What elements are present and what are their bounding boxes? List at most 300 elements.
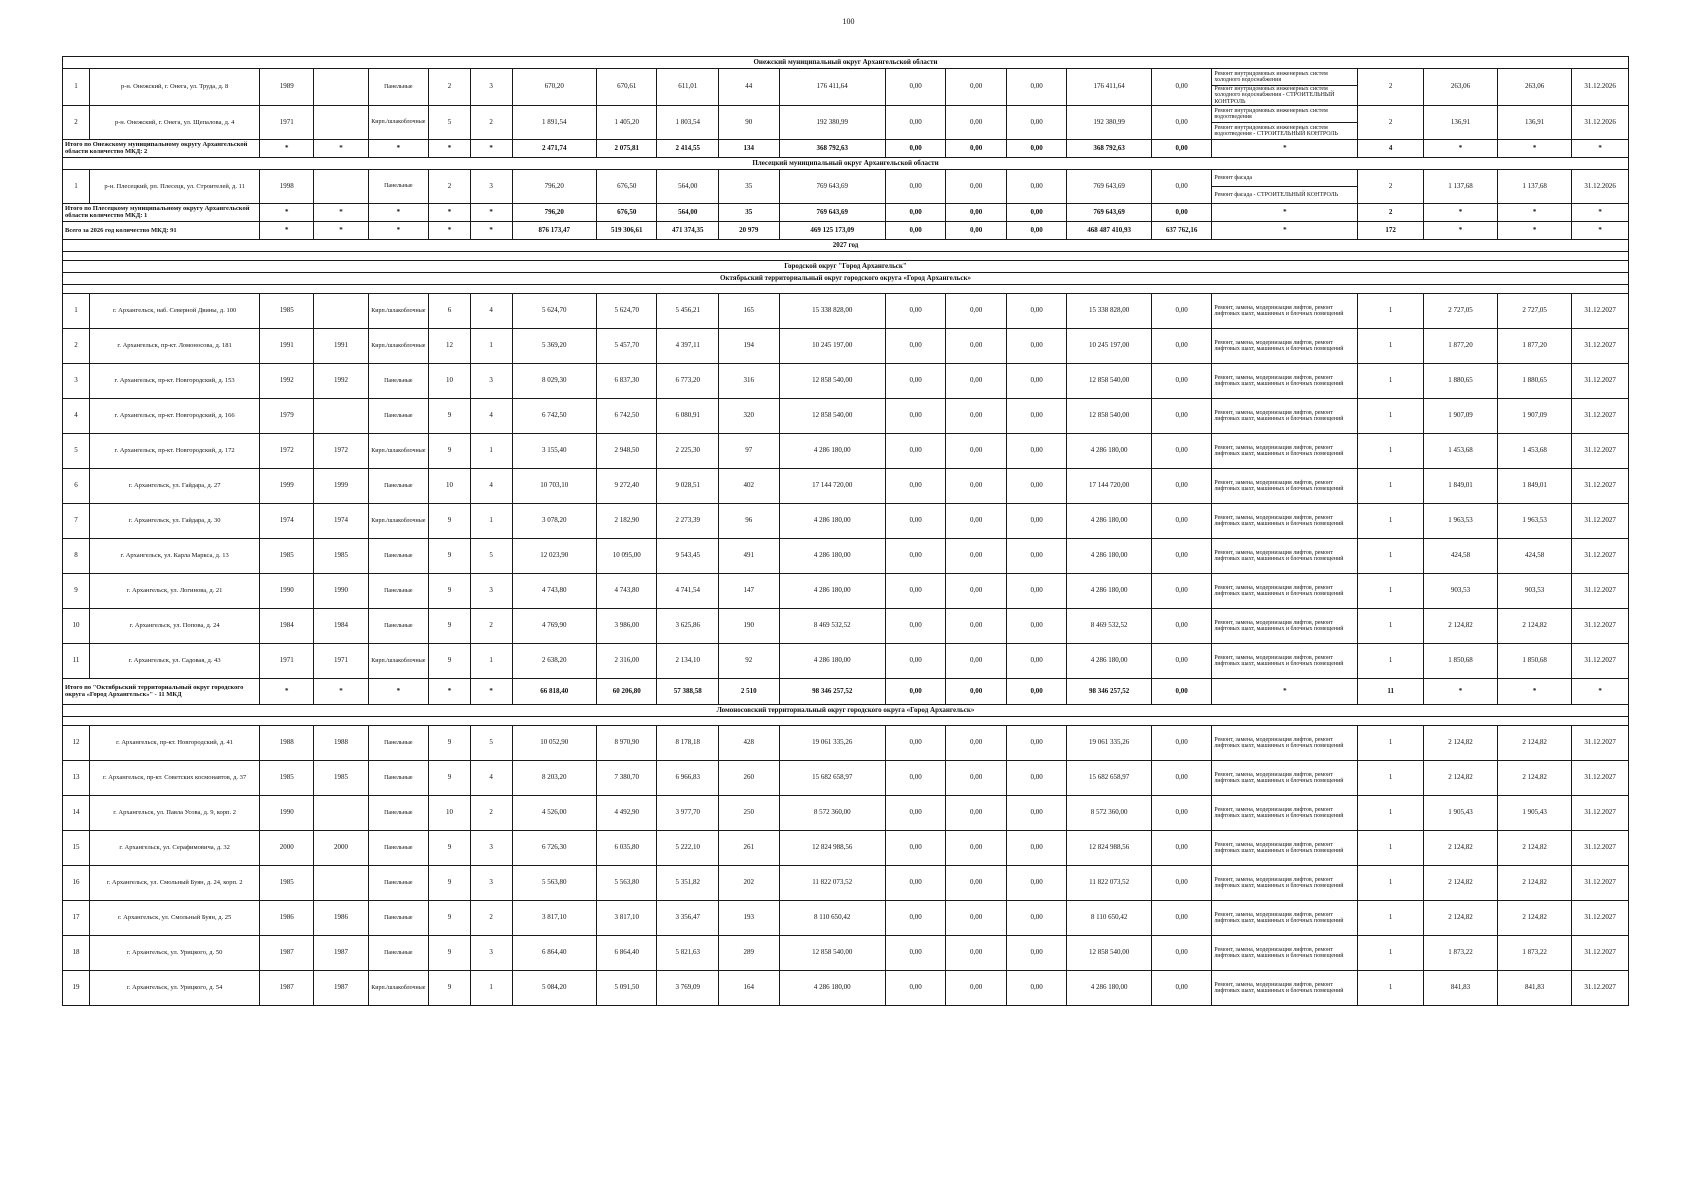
table-row [63, 538, 1629, 573]
total-value-cell: * [1424, 203, 1498, 221]
table-row [63, 433, 1629, 468]
deadline-cell: 31.12.2027 [1572, 538, 1629, 573]
total-value-cell: * [470, 203, 512, 221]
unit-count-cell: 1 [1358, 970, 1424, 1005]
residents-cell: 320 [719, 398, 779, 433]
work-type-cell: Ремонт, замена, модернизация лифтов, ремонт лифтовых шахт, машинных и блочных помещений [1212, 970, 1358, 1005]
max-price-cell: 2 124,82 [1498, 608, 1572, 643]
build-year-cell: 1971 [260, 643, 314, 678]
residential-area-cell: 5 456,21 [657, 293, 719, 328]
reconstruction-year-cell: 1992 [314, 363, 368, 398]
other-funds-cell: 0,00 [1151, 900, 1211, 935]
row-number-cell: 12 [63, 725, 90, 760]
residents-cell: 35 [719, 169, 779, 203]
address-cell: г. Архангельск, пр-кт. Новгородский, д. 172 [90, 433, 260, 468]
wall-type-cell: Панельные [368, 608, 428, 643]
fund-cell: 0,00 [946, 970, 1006, 1005]
work-type-cell: Ремонт, замена, модернизация лифтов, ремонт лифтовых шахт, машинных и блочных помещений [1212, 830, 1358, 865]
fund-cell: 0,00 [1006, 69, 1066, 106]
unit-count-cell: 1 [1358, 760, 1424, 795]
work-type-cell: Ремонт, замена, модернизация лифтов, ремонт лифтовых шахт, машинных и блочных помещений [1212, 503, 1358, 538]
row-number-cell: 19 [63, 970, 90, 1005]
premises-area-cell: 6 742,50 [597, 398, 657, 433]
other-funds-cell: 0,00 [1151, 293, 1211, 328]
fund-cell: 0,00 [885, 573, 945, 608]
work-type-control-cell: Ремонт внутридомовых инженерных систем холодного водоснабжения - СТРОИТЕЛЬНЫЙ КОНТРОЛЬ [1212, 86, 1358, 106]
reconstruction-year-cell [314, 293, 368, 328]
wall-type-cell: Панельные [368, 760, 428, 795]
unit-price-cell: 903,53 [1424, 573, 1498, 608]
total-value-cell: 98 346 257,52 [1067, 678, 1151, 704]
fund-cell: 0,00 [885, 970, 945, 1005]
deadline-cell: 31.12.2027 [1572, 643, 1629, 678]
reconstruction-year-cell: 1990 [314, 573, 368, 608]
fund-cell: 0,00 [1006, 398, 1066, 433]
total-value-cell: 468 487 410,93 [1067, 221, 1151, 239]
unit-price-cell: 1 873,22 [1424, 935, 1498, 970]
build-year-cell: 1985 [260, 538, 314, 573]
residential-area-cell: 6 966,83 [657, 760, 719, 795]
entrances-cell: 2 [470, 900, 512, 935]
owners-funds-cell: 11 822 073,52 [1067, 865, 1151, 900]
total-value-cell: * [1212, 203, 1358, 221]
residential-area-cell: 2 273,39 [657, 503, 719, 538]
total-cost-cell: 8 572 360,00 [779, 795, 885, 830]
residents-cell: 44 [719, 69, 779, 106]
floors-cell: 9 [429, 573, 471, 608]
entrances-cell: 4 [470, 468, 512, 503]
total-value-cell: 0,00 [1151, 139, 1211, 157]
blank-row [63, 716, 1629, 725]
total-value-cell: * [1498, 139, 1572, 157]
work-type-cell: Ремонт, замена, модернизация лифтов, ремонт лифтовых шахт, машинных и блочных помещений [1212, 900, 1358, 935]
fund-cell: 0,00 [885, 608, 945, 643]
floors-cell: 10 [429, 468, 471, 503]
owners-funds-cell: 12 824 988,56 [1067, 830, 1151, 865]
max-price-cell: 2 124,82 [1498, 900, 1572, 935]
residents-cell: 250 [719, 795, 779, 830]
unit-count-cell: 1 [1358, 538, 1424, 573]
owners-funds-cell: 10 245 197,00 [1067, 328, 1151, 363]
build-year-cell: 1998 [260, 169, 314, 203]
total-value-cell: 66 818,40 [512, 678, 596, 704]
fund-cell: 0,00 [1006, 363, 1066, 398]
section-title: Плесецкий муниципальный округ Архангельской области [63, 157, 1629, 169]
residents-cell: 260 [719, 760, 779, 795]
other-funds-cell: 0,00 [1151, 643, 1211, 678]
max-price-cell: 2 124,82 [1498, 760, 1572, 795]
row-number-cell: 1 [63, 293, 90, 328]
total-value-cell: 0,00 [946, 678, 1006, 704]
work-type-cell: Ремонт, замена, модернизация лифтов, ремонт лифтовых шахт, машинных и блочных помещений [1212, 433, 1358, 468]
unit-price-cell: 2 727,05 [1424, 293, 1498, 328]
premises-area-cell: 5 457,70 [597, 328, 657, 363]
deadline-cell: 31.12.2027 [1572, 795, 1629, 830]
premises-area-cell: 3 986,00 [597, 608, 657, 643]
other-funds-cell: 0,00 [1151, 69, 1211, 106]
row-number-cell: 2 [63, 328, 90, 363]
floors-cell: 10 [429, 363, 471, 398]
total-area-cell: 4 526,00 [512, 795, 596, 830]
total-value-cell: * [314, 221, 368, 239]
section-header-row [63, 57, 1629, 69]
unit-price-cell: 1 850,68 [1424, 643, 1498, 678]
work-type-cell: Ремонт, замена, модернизация лифтов, ремонт лифтовых шахт, машинных и блочных помещений [1212, 865, 1358, 900]
fund-cell: 0,00 [885, 169, 945, 203]
table-row [63, 935, 1629, 970]
total-area-cell: 12 023,90 [512, 538, 596, 573]
build-year-cell: 1972 [260, 433, 314, 468]
residents-cell: 147 [719, 573, 779, 608]
total-value-cell: * [314, 678, 368, 704]
row-number-cell: 7 [63, 503, 90, 538]
build-year-cell: 1990 [260, 795, 314, 830]
total-label: Итого по "Октябрьский территориальный округ городского округа «Город Архангельск»" - 11 МКД [63, 678, 260, 704]
fund-cell: 0,00 [885, 433, 945, 468]
fund-cell: 0,00 [885, 363, 945, 398]
premises-area-cell: 10 095,00 [597, 538, 657, 573]
total-value-cell: 0,00 [1151, 203, 1211, 221]
residential-area-cell: 3 356,47 [657, 900, 719, 935]
fund-cell: 0,00 [946, 293, 1006, 328]
work-type-cell: Ремонт, замена, модернизация лифтов, ремонт лифтовых шахт, машинных и блочных помещений [1212, 725, 1358, 760]
fund-cell: 0,00 [1006, 608, 1066, 643]
total-value-cell: * [1572, 221, 1629, 239]
total-label: Всего за 2026 год количество МКД: 91 [63, 221, 260, 239]
total-row [63, 139, 1629, 157]
address-cell: г. Архангельск, ул. Урицкого, д. 54 [90, 970, 260, 1005]
unit-count-cell: 2 [1358, 105, 1424, 139]
table-row [63, 328, 1629, 363]
total-label: Итого по Онежскому муниципальному округу Архангельской области количество МКД: 2 [63, 139, 260, 157]
residential-area-cell: 611,01 [657, 69, 719, 106]
address-cell: р-н. Плесецкий, рп. Плесецк, ул. Строителей, д. 11 [90, 169, 260, 203]
total-cost-cell: 8 110 650,42 [779, 900, 885, 935]
fund-cell: 0,00 [946, 328, 1006, 363]
reconstruction-year-cell [314, 865, 368, 900]
max-price-cell: 2 124,82 [1498, 865, 1572, 900]
fund-cell: 0,00 [946, 608, 1006, 643]
residents-cell: 491 [719, 538, 779, 573]
max-price-cell: 263,06 [1498, 69, 1572, 106]
fund-cell: 0,00 [885, 538, 945, 573]
total-value-cell: 0,00 [946, 221, 1006, 239]
premises-area-cell: 5 624,70 [597, 293, 657, 328]
fund-cell: 0,00 [885, 865, 945, 900]
total-value-cell: 2 471,74 [512, 139, 596, 157]
total-value-cell: * [1572, 139, 1629, 157]
total-value-cell: 0,00 [1151, 678, 1211, 704]
reconstruction-year-cell: 1971 [314, 643, 368, 678]
total-value-cell: * [429, 203, 471, 221]
address-cell: г. Архангельск, пр-кт. Советских космонавтов, д. 37 [90, 760, 260, 795]
total-value-cell: 134 [719, 139, 779, 157]
section-title: Ломоносовский территориальный округ городского округа «Город Архангельск» [63, 704, 1629, 716]
wall-type-cell: Панельные [368, 538, 428, 573]
table-row [63, 865, 1629, 900]
total-cost-cell: 12 858 540,00 [779, 398, 885, 433]
total-cost-cell: 4 286 180,00 [779, 433, 885, 468]
work-type-cell: Ремонт, замена, модернизация лифтов, ремонт лифтовых шахт, машинных и блочных помещений [1212, 760, 1358, 795]
deadline-cell: 31.12.2027 [1572, 363, 1629, 398]
deadline-cell: 31.12.2027 [1572, 503, 1629, 538]
total-value-cell: 0,00 [885, 678, 945, 704]
reconstruction-year-cell: 1972 [314, 433, 368, 468]
wall-type-cell: Панельные [368, 69, 428, 106]
address-cell: г. Архангельск, ул. Гайдара, д. 30 [90, 503, 260, 538]
other-funds-cell: 0,00 [1151, 795, 1211, 830]
blank-cell [63, 251, 1629, 260]
blank-cell [63, 284, 1629, 293]
entrances-cell: 3 [470, 865, 512, 900]
residential-area-cell: 4 741,54 [657, 573, 719, 608]
build-year-cell: 1986 [260, 900, 314, 935]
total-area-cell: 2 638,20 [512, 643, 596, 678]
wall-type-cell: Панельные [368, 865, 428, 900]
entrances-cell: 1 [470, 503, 512, 538]
wall-type-cell: Панельные [368, 935, 428, 970]
residential-area-cell: 9 028,51 [657, 468, 719, 503]
fund-cell: 0,00 [1006, 468, 1066, 503]
floors-cell: 5 [429, 105, 471, 139]
fund-cell: 0,00 [946, 865, 1006, 900]
total-area-cell: 6 742,50 [512, 398, 596, 433]
owners-funds-cell: 15 338 828,00 [1067, 293, 1151, 328]
residents-cell: 164 [719, 970, 779, 1005]
total-cost-cell: 17 144 720,00 [779, 468, 885, 503]
fund-cell: 0,00 [1006, 503, 1066, 538]
other-funds-cell: 0,00 [1151, 935, 1211, 970]
work-type-cell: Ремонт, замена, модернизация лифтов, ремонт лифтовых шахт, машинных и блочных помещений [1212, 795, 1358, 830]
deadline-cell: 31.12.2027 [1572, 468, 1629, 503]
total-value-cell: * [1572, 203, 1629, 221]
total-value-cell: 469 125 173,09 [779, 221, 885, 239]
address-cell: г. Архангельск, ул. Гайдара, д. 27 [90, 468, 260, 503]
reconstruction-year-cell: 1985 [314, 760, 368, 795]
floors-cell: 9 [429, 970, 471, 1005]
total-area-cell: 3 817,10 [512, 900, 596, 935]
unit-price-cell: 263,06 [1424, 69, 1498, 106]
entrances-cell: 2 [470, 105, 512, 139]
max-price-cell: 2 124,82 [1498, 830, 1572, 865]
total-cost-cell: 4 286 180,00 [779, 643, 885, 678]
fund-cell: 0,00 [1006, 935, 1066, 970]
unit-price-cell: 1 907,09 [1424, 398, 1498, 433]
unit-count-cell: 1 [1358, 865, 1424, 900]
max-price-cell: 1 849,01 [1498, 468, 1572, 503]
total-area-cell: 3 155,40 [512, 433, 596, 468]
fund-cell: 0,00 [1006, 830, 1066, 865]
deadline-cell: 31.12.2027 [1572, 760, 1629, 795]
unit-count-cell: 2 [1358, 169, 1424, 203]
row-number-cell: 9 [63, 573, 90, 608]
fund-cell: 0,00 [1006, 538, 1066, 573]
total-cost-cell: 10 245 197,00 [779, 328, 885, 363]
row-number-cell: 1 [63, 69, 90, 106]
total-area-cell: 6 726,30 [512, 830, 596, 865]
address-cell: г. Архангельск, ул. Павла Усова, д. 9, корп. 2 [90, 795, 260, 830]
other-funds-cell: 0,00 [1151, 538, 1211, 573]
unit-price-cell: 1 137,68 [1424, 169, 1498, 203]
floors-cell: 12 [429, 328, 471, 363]
fund-cell: 0,00 [885, 468, 945, 503]
build-year-cell: 1988 [260, 725, 314, 760]
fund-cell: 0,00 [1006, 795, 1066, 830]
total-value-cell: * [1212, 221, 1358, 239]
address-cell: г. Архангельск, ул. Садовая, д. 43 [90, 643, 260, 678]
other-funds-cell: 0,00 [1151, 865, 1211, 900]
premises-area-cell: 9 272,40 [597, 468, 657, 503]
fund-cell: 0,00 [946, 900, 1006, 935]
total-cost-cell: 4 286 180,00 [779, 503, 885, 538]
work-type-cell: Ремонт внутридомовых инженерных систем водоотведения [1212, 105, 1358, 122]
floors-cell: 9 [429, 725, 471, 760]
deadline-cell: 31.12.2026 [1572, 105, 1629, 139]
total-value-cell: * [1498, 678, 1572, 704]
deadline-cell: 31.12.2026 [1572, 69, 1629, 106]
residential-area-cell: 3 625,86 [657, 608, 719, 643]
address-cell: р-н. Онежский, г. Онега, ул. Труда, д. 8 [90, 69, 260, 106]
deadline-cell: 31.12.2026 [1572, 169, 1629, 203]
fund-cell: 0,00 [1006, 760, 1066, 795]
total-value-cell: * [260, 221, 314, 239]
residents-cell: 165 [719, 293, 779, 328]
floors-cell: 2 [429, 69, 471, 106]
fund-cell: 0,00 [885, 795, 945, 830]
work-type-cell: Ремонт, замена, модернизация лифтов, ремонт лифтовых шахт, машинных и блочных помещений [1212, 643, 1358, 678]
unit-count-cell: 1 [1358, 935, 1424, 970]
total-cost-cell: 192 380,99 [779, 105, 885, 139]
wall-type-cell: Панельные [368, 795, 428, 830]
fund-cell: 0,00 [946, 935, 1006, 970]
total-value-cell: 20 979 [719, 221, 779, 239]
wall-type-cell: Кирп./шлакоблочные [368, 328, 428, 363]
total-cost-cell: 12 858 540,00 [779, 363, 885, 398]
owners-funds-cell: 12 858 540,00 [1067, 363, 1151, 398]
entrances-cell: 1 [470, 970, 512, 1005]
row-number-cell: 6 [63, 468, 90, 503]
total-value-cell: 876 173,47 [512, 221, 596, 239]
fund-cell: 0,00 [946, 398, 1006, 433]
premises-area-cell: 4 492,90 [597, 795, 657, 830]
deadline-cell: 31.12.2027 [1572, 725, 1629, 760]
other-funds-cell: 0,00 [1151, 468, 1211, 503]
total-cost-cell: 769 643,69 [779, 169, 885, 203]
fund-cell: 0,00 [946, 468, 1006, 503]
residential-area-cell: 3 769,09 [657, 970, 719, 1005]
residents-cell: 289 [719, 935, 779, 970]
address-cell: г. Архангельск, ул. Попова, д. 24 [90, 608, 260, 643]
total-label: Итого по Плесецкому муниципальному округу Архангельской области количество МКД: 1 [63, 203, 260, 221]
row-number-cell: 14 [63, 795, 90, 830]
total-value-cell: * [429, 221, 471, 239]
build-year-cell: 1974 [260, 503, 314, 538]
reconstruction-year-cell: 1991 [314, 328, 368, 363]
total-value-cell: 2 [1358, 203, 1424, 221]
floors-cell: 9 [429, 608, 471, 643]
total-value-cell: * [1424, 678, 1498, 704]
total-value-cell: * [368, 139, 428, 157]
total-cost-cell: 15 338 828,00 [779, 293, 885, 328]
table-row [63, 169, 1629, 186]
total-cost-cell: 19 061 335,26 [779, 725, 885, 760]
deadline-cell: 31.12.2027 [1572, 900, 1629, 935]
address-cell: г. Архангельск, ул. Урицкого, д. 50 [90, 935, 260, 970]
total-value-cell: * [260, 678, 314, 704]
total-value-cell: * [314, 203, 368, 221]
reconstruction-year-cell: 1985 [314, 538, 368, 573]
table-row [63, 398, 1629, 433]
max-price-cell: 424,58 [1498, 538, 1572, 573]
fund-cell: 0,00 [885, 398, 945, 433]
fund-cell: 0,00 [1006, 293, 1066, 328]
other-funds-cell: 0,00 [1151, 328, 1211, 363]
reconstruction-year-cell: 1987 [314, 935, 368, 970]
residents-cell: 190 [719, 608, 779, 643]
other-funds-cell: 0,00 [1151, 608, 1211, 643]
address-cell: г. Архангельск, пр-кт. Новгородский, д. 166 [90, 398, 260, 433]
unit-price-cell: 2 124,82 [1424, 900, 1498, 935]
fund-cell: 0,00 [1006, 328, 1066, 363]
deadline-cell: 31.12.2027 [1572, 935, 1629, 970]
entrances-cell: 4 [470, 398, 512, 433]
total-value-cell: * [1212, 678, 1358, 704]
total-row [63, 203, 1629, 221]
total-area-cell: 6 864,40 [512, 935, 596, 970]
floors-cell: 9 [429, 865, 471, 900]
premises-area-cell: 6 864,40 [597, 935, 657, 970]
deadline-cell: 31.12.2027 [1572, 608, 1629, 643]
entrances-cell: 3 [470, 169, 512, 203]
reconstruction-year-cell: 1999 [314, 468, 368, 503]
fund-cell: 0,00 [946, 725, 1006, 760]
fund-cell: 0,00 [885, 643, 945, 678]
entrances-cell: 1 [470, 643, 512, 678]
total-value-cell: * [260, 139, 314, 157]
max-price-cell: 2 727,05 [1498, 293, 1572, 328]
table-row [63, 105, 1629, 122]
blank-row [63, 251, 1629, 260]
total-value-cell: 0,00 [1006, 221, 1066, 239]
section-header-row [63, 157, 1629, 169]
fund-cell: 0,00 [1006, 169, 1066, 203]
entrances-cell: 1 [470, 433, 512, 468]
table-row [63, 503, 1629, 538]
residents-cell: 261 [719, 830, 779, 865]
fund-cell: 0,00 [885, 105, 945, 139]
build-year-cell: 1979 [260, 398, 314, 433]
total-value-cell: * [1424, 139, 1498, 157]
total-value-cell: 4 [1358, 139, 1424, 157]
floors-cell: 2 [429, 169, 471, 203]
residents-cell: 97 [719, 433, 779, 468]
fund-cell: 0,00 [946, 760, 1006, 795]
owners-funds-cell: 15 682 658,97 [1067, 760, 1151, 795]
max-price-cell: 1 873,22 [1498, 935, 1572, 970]
capital-repair-table [62, 56, 1629, 1006]
unit-price-cell: 424,58 [1424, 538, 1498, 573]
entrances-cell: 1 [470, 328, 512, 363]
total-cost-cell: 12 858 540,00 [779, 935, 885, 970]
table-row [63, 573, 1629, 608]
wall-type-cell: Панельные [368, 830, 428, 865]
total-value-cell: 796,20 [512, 203, 596, 221]
wall-type-cell: Кирп./шлакоблочные [368, 433, 428, 468]
entrances-cell: 4 [470, 293, 512, 328]
table-row [63, 608, 1629, 643]
address-cell: г. Архангельск, ул. Смольный Буян, д. 24, корп. 2 [90, 865, 260, 900]
owners-funds-cell: 8 572 360,00 [1067, 795, 1151, 830]
